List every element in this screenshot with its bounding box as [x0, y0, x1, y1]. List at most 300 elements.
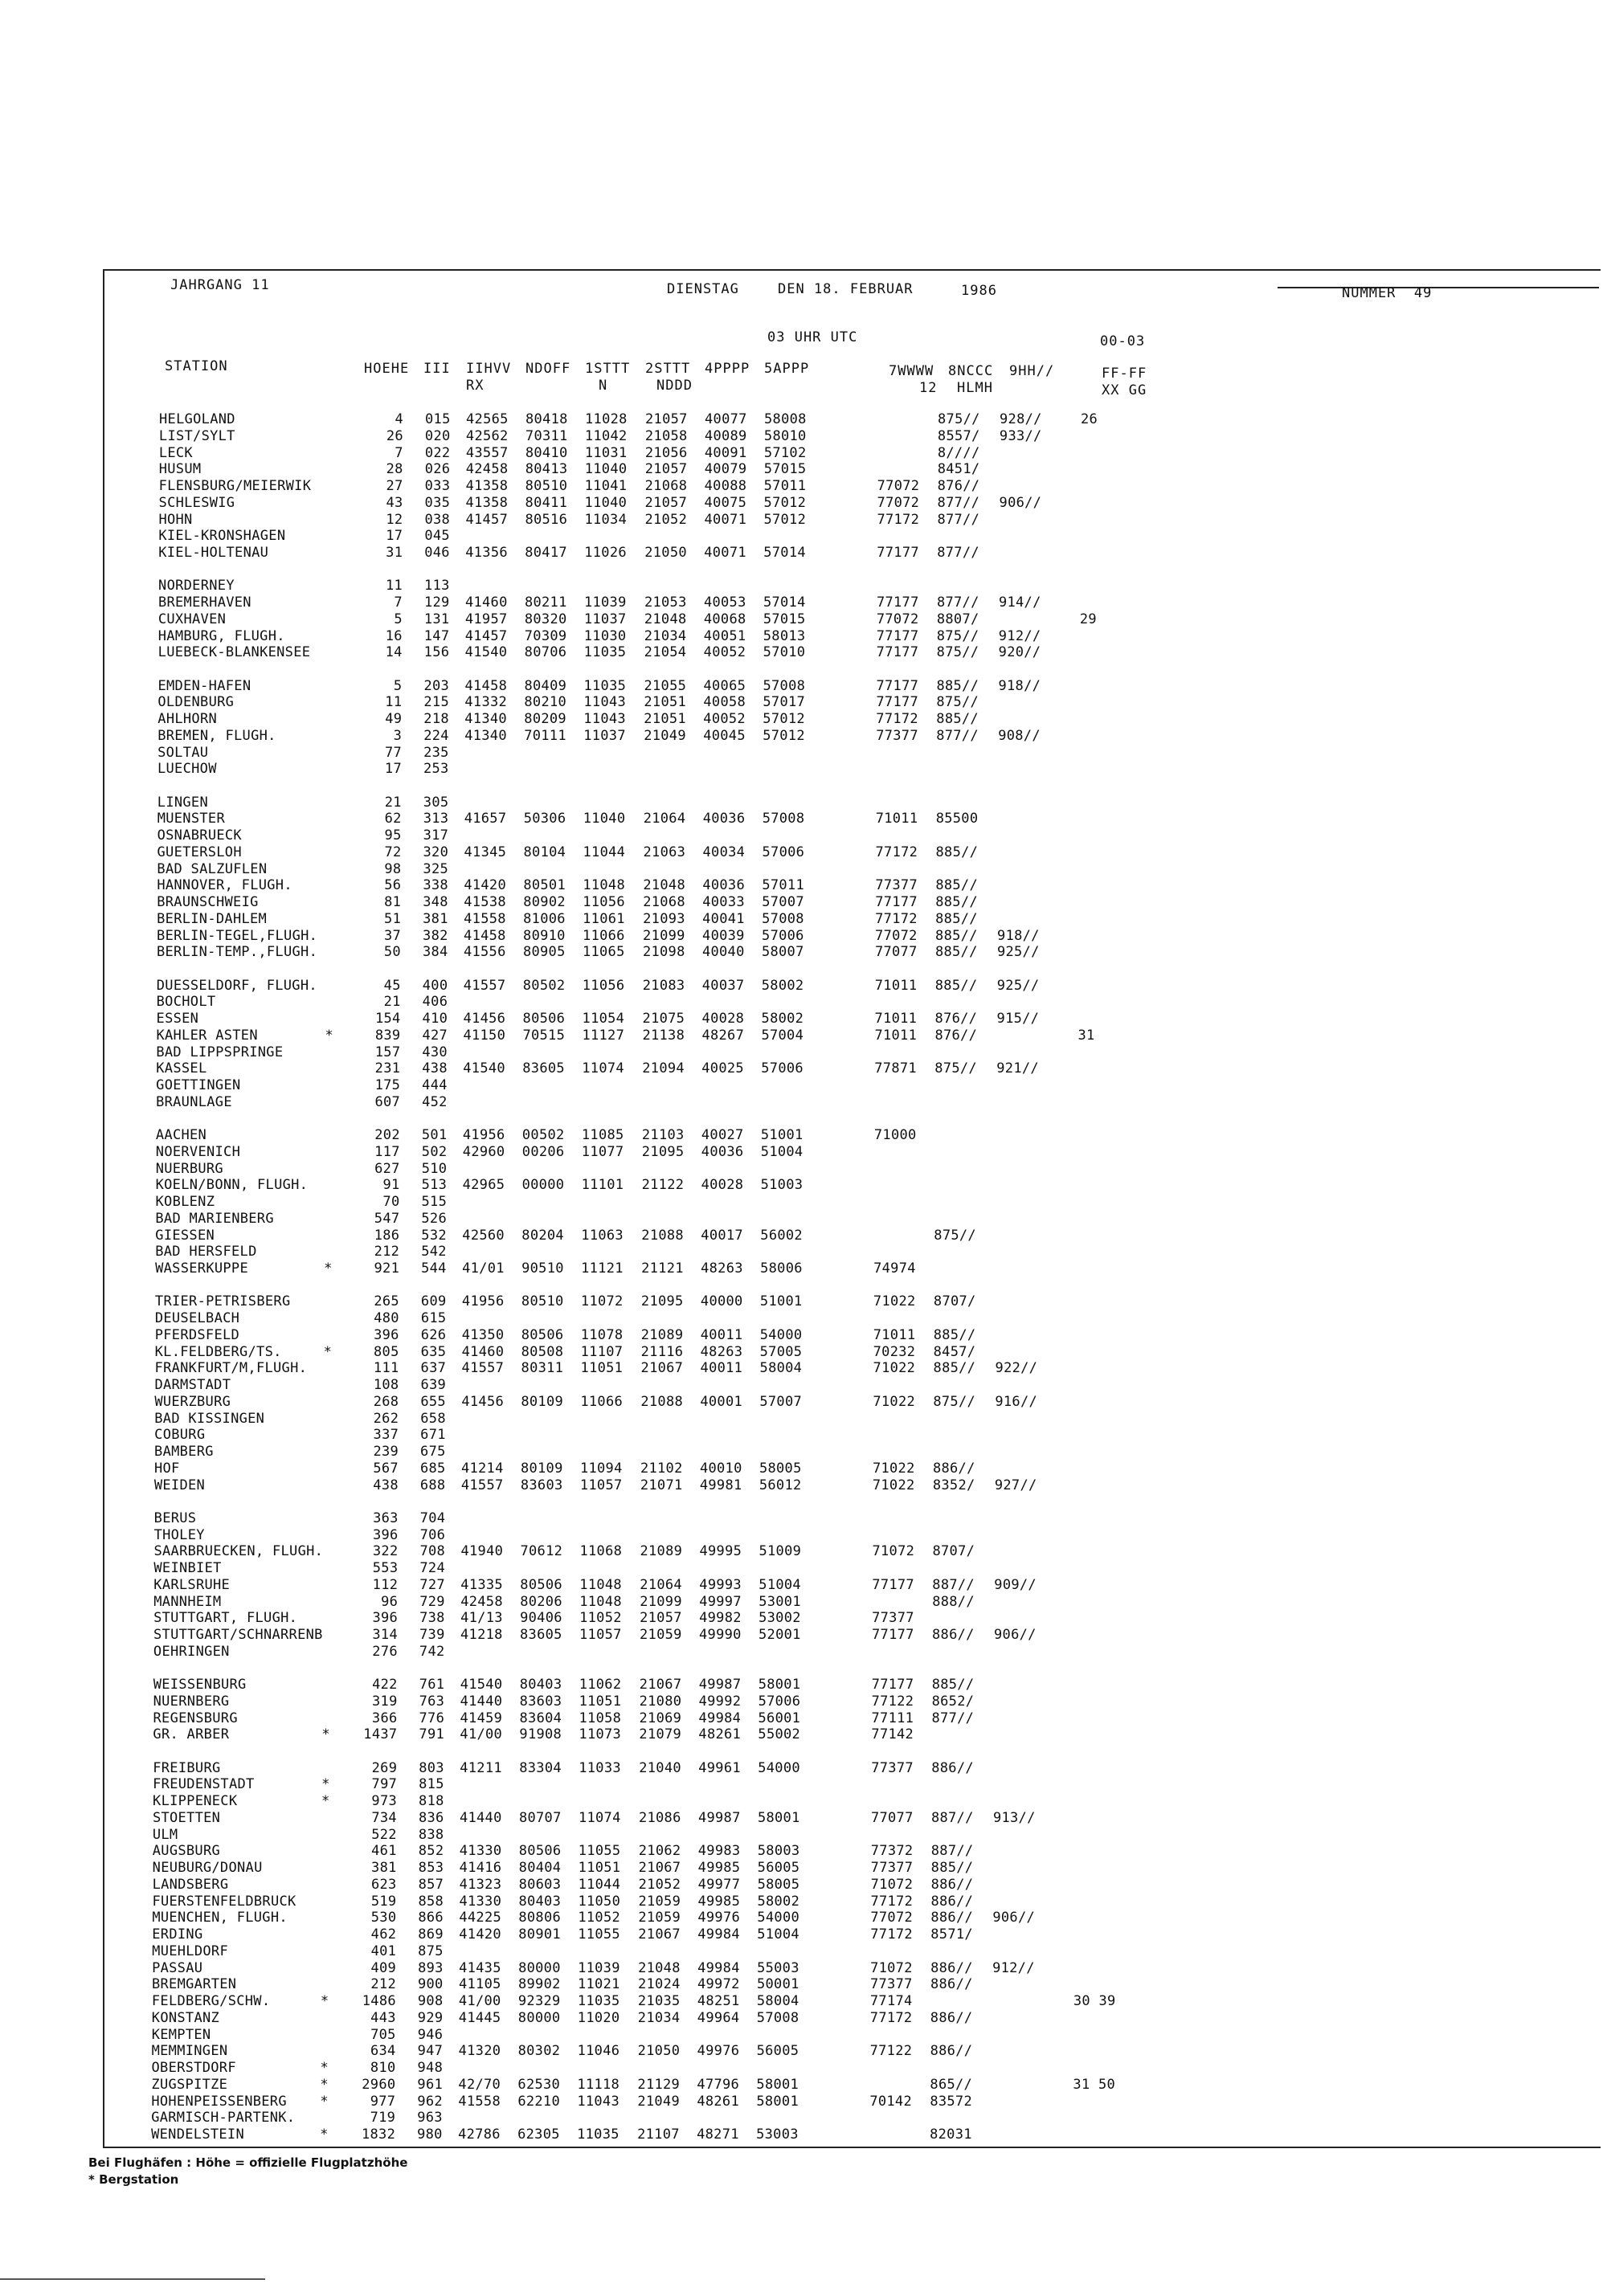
- sttt1: 11066: [583, 927, 625, 944]
- ffgg: 31: [1077, 1027, 1095, 1044]
- sttt2: 21088: [641, 1227, 684, 1244]
- station-name: BOCHOLT: [156, 994, 216, 1011]
- pppp4: 49985: [697, 1860, 741, 1876]
- appp5: 57015: [763, 461, 807, 478]
- station-name: KIEL-KRONSHAGEN: [158, 528, 286, 545]
- nccc8: 885//: [933, 1360, 976, 1377]
- pppp4: 48251: [697, 1993, 740, 2009]
- sttt1: 11068: [579, 1543, 623, 1560]
- pppp4: 40033: [702, 894, 745, 910]
- station-row: [0, 1677, 1200, 1693]
- station-row: [0, 877, 1203, 893]
- station-name: BAD KISSINGEN: [154, 1410, 265, 1427]
- station-name: MEMMINGEN: [151, 2043, 228, 2060]
- pppp4: 48271: [697, 2126, 739, 2143]
- station-row: [0, 1427, 1200, 1443]
- station-row: [0, 911, 1203, 927]
- hoehe: 12: [386, 511, 403, 528]
- station-row: [0, 545, 1204, 561]
- appp5: 51009: [759, 1543, 802, 1560]
- station-name: KLIPPENECK: [153, 1793, 238, 1809]
- iii: 639: [420, 1377, 447, 1393]
- station-row: [0, 1144, 1202, 1160]
- station-row: [0, 1161, 1202, 1177]
- iihvv: 41456: [463, 1011, 506, 1027]
- iihvv: 41320: [458, 2043, 501, 2060]
- col-iihvv: IIHVV: [466, 361, 512, 377]
- appp5: 56001: [758, 1710, 801, 1726]
- iii: 502: [421, 1143, 448, 1160]
- iii: 046: [424, 545, 450, 561]
- station-row: [0, 1060, 1202, 1077]
- iihvv: 41332: [464, 694, 508, 711]
- iihvv: 41350: [461, 1326, 505, 1343]
- wwww7: 71022: [873, 1293, 916, 1310]
- iii: 836: [418, 1809, 444, 1826]
- sttt2: 21116: [640, 1343, 684, 1360]
- pppp4: 48261: [697, 2093, 739, 2110]
- ndoff: 83304: [519, 1759, 562, 1776]
- col-2sttt: 2STTT: [645, 361, 691, 377]
- sttt1: 11040: [584, 461, 628, 478]
- iii: 313: [423, 811, 449, 827]
- hoehe: 77: [385, 744, 403, 761]
- sttt2: 21103: [641, 1127, 685, 1143]
- ndoff: 80311: [521, 1360, 564, 1377]
- station-row: [0, 1327, 1201, 1343]
- col-4pppp: 4PPPP: [705, 361, 750, 377]
- appp5: 53003: [756, 2126, 799, 2143]
- station-name: WASSERKUPPE: [155, 1260, 248, 1277]
- hoehe: 269: [371, 1759, 398, 1776]
- nccc8: 886//: [930, 2043, 973, 2060]
- appp5: 56005: [756, 2043, 799, 2060]
- station-row: [0, 928, 1203, 944]
- sttt1: 11044: [578, 1876, 621, 1893]
- appp5: 57008: [763, 677, 806, 694]
- nccc8: 8707/: [932, 1543, 975, 1560]
- iii: 761: [419, 1677, 445, 1693]
- station-name: KAHLER ASTEN: [156, 1027, 258, 1044]
- ndoff: 80411: [525, 494, 568, 511]
- mountain-marker: *: [320, 2126, 329, 2143]
- wwww7: 71022: [873, 1360, 916, 1377]
- pppp4: 49992: [698, 1693, 742, 1710]
- sttt1: 11030: [583, 627, 627, 644]
- station-row: [0, 611, 1204, 627]
- hoehe: 14: [385, 644, 403, 661]
- iii: 803: [419, 1759, 444, 1776]
- iii: 444: [422, 1077, 448, 1093]
- ndoff: 80403: [519, 1677, 562, 1693]
- station-name: BREMEN, FLUGH.: [157, 727, 276, 744]
- hoehe: 366: [371, 1710, 398, 1726]
- pppp4: 40034: [702, 844, 746, 860]
- sttt1: 11066: [580, 1393, 624, 1410]
- sttt2: 21049: [637, 2093, 680, 2110]
- sttt1: 11039: [578, 1959, 620, 1976]
- wwww7: 77072: [870, 1910, 914, 1926]
- hoehe: 396: [372, 1526, 399, 1543]
- nccc8: 886//: [930, 1959, 973, 1976]
- nccc8: 886//: [930, 1976, 973, 1993]
- sttt2: 21088: [640, 1393, 684, 1410]
- pppp4: 49964: [697, 2009, 740, 2026]
- station-name: BERUS: [153, 1510, 197, 1526]
- sttt1: 11101: [581, 1177, 624, 1194]
- sttt1: 11031: [584, 444, 628, 461]
- iihvv: 41540: [463, 1060, 505, 1077]
- ndoff: 80302: [517, 2043, 561, 2060]
- appp5: 58002: [757, 1893, 800, 1910]
- footnote-mountain: * Bergstation: [88, 2172, 179, 2187]
- sttt1: 11056: [582, 977, 625, 994]
- iii: 948: [417, 2060, 444, 2076]
- iii: 215: [423, 694, 449, 711]
- nccc8: 8451/: [937, 461, 980, 478]
- appp5: 57012: [763, 511, 807, 528]
- iihvv: 41458: [464, 677, 508, 694]
- col-iii: III: [423, 361, 451, 377]
- iii: 325: [423, 860, 449, 877]
- iihvv: 41/13: [460, 1610, 503, 1627]
- iihvv: 41457: [464, 627, 508, 644]
- nccc8: 877//: [937, 494, 980, 511]
- pppp4: 40079: [704, 461, 747, 478]
- station-row: [0, 2094, 1197, 2110]
- sttt2: 21052: [638, 1876, 681, 1893]
- sttt2: 21067: [638, 1860, 681, 1876]
- mountain-marker: *: [321, 1726, 330, 1743]
- ndoff: 80910: [523, 927, 566, 944]
- iihvv: 41538: [464, 894, 506, 910]
- sttt2: 21122: [641, 1177, 685, 1194]
- ndoff: 80404: [518, 1860, 562, 1876]
- station-row: [0, 1943, 1198, 1959]
- iii: 515: [421, 1194, 448, 1210]
- ndoff: 80204: [521, 1227, 564, 1244]
- station-name: NORDERNEY: [158, 578, 235, 594]
- nccc8: 885//: [934, 977, 978, 994]
- hoehe: 2960: [362, 2076, 396, 2093]
- ndoff: 62210: [517, 2093, 560, 2110]
- wwww7: 77077: [870, 1809, 914, 1826]
- sttt1: 11051: [580, 1360, 624, 1377]
- iihvv: 41540: [460, 1677, 503, 1693]
- iii: 382: [423, 927, 448, 944]
- hoehe: 547: [374, 1210, 400, 1227]
- iii: 438: [422, 1060, 448, 1077]
- iihvv: 41330: [459, 1843, 502, 1860]
- nccc8: 885//: [933, 1326, 976, 1343]
- nccc8: 8707/: [933, 1293, 976, 1310]
- wwww7: 71022: [872, 1477, 915, 1493]
- appp5: 57007: [762, 894, 804, 910]
- iii: 853: [418, 1860, 444, 1876]
- iii: 381: [423, 910, 448, 927]
- iii: 704: [419, 1510, 446, 1526]
- ndoff: 80104: [523, 844, 566, 860]
- station-name: LIST/SYLT: [158, 427, 235, 444]
- pppp4: 48267: [701, 1027, 745, 1044]
- appp5: 57006: [761, 1060, 804, 1077]
- station-row: [0, 694, 1204, 710]
- wwww7: 77172: [869, 2009, 913, 2026]
- hoehe: 443: [370, 2009, 396, 2026]
- mountain-marker: *: [324, 1260, 333, 1277]
- station-row: [0, 428, 1205, 444]
- station-row: [0, 1293, 1201, 1309]
- iihvv: 41340: [464, 727, 507, 744]
- station-name: BAD LIPPSPRINGE: [156, 1044, 284, 1060]
- ndoff: 80501: [523, 877, 566, 894]
- ndoff: 83605: [522, 1060, 565, 1077]
- iihvv: 41435: [459, 1959, 501, 1976]
- appp5: 58005: [759, 1460, 802, 1477]
- pppp4: 49972: [697, 1976, 740, 1993]
- sttt1: 11085: [581, 1127, 624, 1143]
- hoehe: 268: [373, 1393, 399, 1410]
- iii: 908: [417, 1993, 444, 2009]
- iii: 724: [419, 1560, 445, 1576]
- station-name: HUSUM: [158, 461, 202, 478]
- hoehe: 7: [395, 444, 403, 461]
- iii: 501: [421, 1127, 448, 1143]
- appp5: 57015: [763, 611, 806, 627]
- sttt1: 11057: [579, 1627, 622, 1643]
- wwww7: 77177: [872, 1627, 914, 1643]
- col-1sttt-sub: N: [599, 378, 608, 394]
- nccc8: 885//: [930, 1860, 974, 1876]
- station-row: [0, 1360, 1201, 1376]
- station-row: [0, 1260, 1201, 1277]
- iii: 685: [419, 1460, 446, 1477]
- sttt1: 11094: [579, 1460, 623, 1477]
- wwww7: 77172: [877, 511, 920, 528]
- appp5: 51004: [759, 1576, 801, 1593]
- station-row: [0, 1894, 1198, 1910]
- nccc8: 887//: [930, 1809, 974, 1826]
- hh9: 927//: [994, 1477, 1037, 1493]
- station-row: [0, 1577, 1200, 1593]
- hoehe: 1486: [362, 1993, 396, 2009]
- year-label: 1986: [961, 283, 997, 299]
- station-row: [0, 1877, 1199, 1893]
- ndoff: 80211: [524, 594, 567, 611]
- sttt2: 21051: [644, 711, 686, 727]
- hoehe: 5: [393, 677, 403, 694]
- iihvv: 41416: [459, 1860, 502, 1876]
- pppp4: 49987: [698, 1677, 742, 1693]
- iii: 430: [422, 1044, 448, 1060]
- hh9: 912//: [992, 1959, 1035, 1976]
- hh9: 916//: [995, 1393, 1038, 1410]
- appp5: 57005: [759, 1343, 803, 1360]
- hh9: 928//: [1000, 411, 1042, 427]
- ndoff: 80109: [521, 1393, 564, 1410]
- mountain-marker: *: [321, 1793, 330, 1809]
- hoehe: 519: [370, 1893, 397, 1910]
- station-row: [0, 2027, 1198, 2043]
- station-name: WEISSENBURG: [153, 1677, 247, 1693]
- station-row: [0, 1810, 1199, 1826]
- station-name: FREUDENSTADT: [153, 1776, 255, 1793]
- pppp4: 40071: [704, 545, 746, 561]
- station-row: [0, 1177, 1202, 1193]
- col-8nccc: 8NCCC: [948, 363, 994, 379]
- station-row: [0, 1477, 1200, 1493]
- appp5: 57011: [763, 478, 807, 494]
- mountain-marker: *: [325, 1027, 333, 1044]
- station-name: FUERSTENFELDBRUCK: [152, 1893, 296, 1910]
- station-row: [0, 445, 1205, 461]
- appp5: 56012: [759, 1477, 802, 1493]
- sttt1: 11035: [577, 1993, 620, 2009]
- iihvv: 41/00: [460, 1726, 503, 1743]
- wwww7: 77177: [876, 644, 919, 661]
- wwww7: 77111: [871, 1710, 914, 1726]
- ndoff: 80902: [523, 894, 566, 910]
- hoehe: 11: [385, 694, 403, 711]
- hoehe: 17: [386, 528, 403, 545]
- hoehe: 21: [384, 794, 402, 811]
- station-name: ESSEN: [156, 1011, 199, 1027]
- station-name: WEINBIET: [153, 1560, 222, 1576]
- iii: 655: [420, 1393, 446, 1410]
- period-label: 00-03: [1100, 333, 1146, 349]
- iii: 038: [424, 511, 451, 528]
- pppp4: 40075: [704, 494, 747, 511]
- iii: 147: [423, 627, 450, 644]
- iii: 452: [422, 1093, 448, 1110]
- wwww7: 77177: [872, 1576, 914, 1593]
- ndoff: 83605: [520, 1627, 562, 1643]
- mountain-marker: *: [321, 1776, 330, 1793]
- sttt2: 21050: [644, 545, 687, 561]
- sttt1: 11037: [583, 611, 627, 627]
- iii: 400: [422, 977, 448, 994]
- iii: 022: [424, 444, 451, 461]
- appp5: 55003: [757, 1959, 799, 1976]
- ndoff: 90406: [520, 1610, 562, 1627]
- pppp4: 47796: [697, 2076, 740, 2093]
- ndoff: 80806: [518, 1910, 562, 1926]
- iii: 962: [417, 2093, 443, 2110]
- ndoff: 83603: [519, 1693, 562, 1710]
- station-name: LANDSBERG: [152, 1876, 229, 1893]
- station-row: [0, 811, 1204, 827]
- sttt1: 11062: [579, 1677, 622, 1693]
- appp5: 57012: [763, 494, 807, 511]
- iii: 637: [420, 1360, 447, 1377]
- sttt1: 11077: [581, 1143, 624, 1160]
- ndoff: 80109: [520, 1460, 563, 1477]
- station-row: [0, 628, 1204, 644]
- ndoff: 80000: [518, 1959, 561, 1976]
- sttt2: 21068: [644, 478, 688, 494]
- hh9: 918//: [998, 677, 1041, 694]
- station-row: [0, 978, 1203, 994]
- pppp4: 40039: [702, 927, 745, 944]
- sttt2: 21129: [637, 2076, 681, 2093]
- station-name: MUENSTER: [157, 811, 225, 827]
- hoehe: 111: [373, 1360, 399, 1377]
- sttt1: 11061: [583, 910, 625, 927]
- issue-number: NUMMER 49: [1342, 285, 1433, 301]
- iihvv: 41557: [463, 977, 506, 994]
- nccc8: 876//: [934, 1027, 978, 1044]
- iihvv: 41460: [464, 594, 508, 611]
- station-row: [0, 2126, 1197, 2143]
- pppp4: 49981: [699, 1477, 742, 1493]
- hoehe: 95: [384, 827, 402, 844]
- station-row: [0, 578, 1204, 594]
- station-name: DEUSELBACH: [154, 1310, 240, 1326]
- station-row: [0, 1693, 1200, 1710]
- sttt1: 11048: [583, 877, 625, 894]
- station-row: [0, 1510, 1200, 1526]
- station-row: [0, 1926, 1198, 1943]
- station-row: [0, 1610, 1200, 1626]
- station-name: AUGSBURG: [152, 1843, 221, 1860]
- iii: 818: [419, 1793, 444, 1809]
- iihvv: 41557: [461, 1360, 505, 1377]
- ndoff: 70311: [525, 427, 568, 444]
- hoehe: 212: [370, 1976, 396, 1993]
- nccc8: 887//: [932, 1576, 975, 1593]
- iihvv: 41445: [458, 2009, 501, 2026]
- iihvv: 43557: [465, 444, 509, 461]
- pppp4: 49982: [699, 1610, 742, 1627]
- iihvv: 42560: [462, 1227, 505, 1244]
- station-name: WEIDEN: [153, 1477, 206, 1493]
- hoehe: 31: [386, 545, 403, 561]
- hoehe: 17: [384, 761, 402, 778]
- nccc8: 8807/: [936, 611, 979, 627]
- sttt2: 21064: [643, 811, 686, 827]
- station-name: AHLHORN: [157, 711, 218, 727]
- station-name: BERLIN-DAHLEM: [157, 910, 268, 927]
- iihvv: 41105: [458, 1976, 501, 1993]
- ndoff: 80410: [525, 444, 568, 461]
- appp5: 57007: [759, 1393, 803, 1410]
- sttt2: 21079: [639, 1726, 682, 1743]
- col-ff: FF-FF: [1102, 366, 1147, 382]
- station-name: BERLIN-TEMP.,FLUGH.: [156, 944, 318, 961]
- hoehe: 422: [372, 1677, 398, 1693]
- hoehe: 154: [374, 1011, 401, 1027]
- ffgg: 26: [1081, 411, 1098, 427]
- appp5: 54000: [758, 1759, 800, 1776]
- appp5: 58005: [757, 1876, 800, 1893]
- pppp4: 40028: [701, 1011, 745, 1027]
- sttt2: 21069: [639, 1710, 682, 1726]
- pppp4: 49995: [699, 1543, 742, 1560]
- hoehe: 239: [373, 1444, 399, 1460]
- sttt2: 21067: [639, 1677, 682, 1693]
- station-name: REGENSBURG: [153, 1710, 238, 1726]
- iii: 708: [419, 1543, 446, 1560]
- station-row: [0, 1310, 1201, 1326]
- ndoff: 80508: [521, 1343, 564, 1360]
- hoehe: 16: [385, 627, 403, 644]
- sttt1: 11052: [578, 1910, 621, 1926]
- hh9: 906//: [992, 1910, 1036, 1926]
- iii: 026: [424, 461, 451, 478]
- wwww7: 77377: [869, 1976, 913, 1993]
- appp5: 57006: [758, 1693, 801, 1710]
- iihvv: 41940: [460, 1543, 504, 1560]
